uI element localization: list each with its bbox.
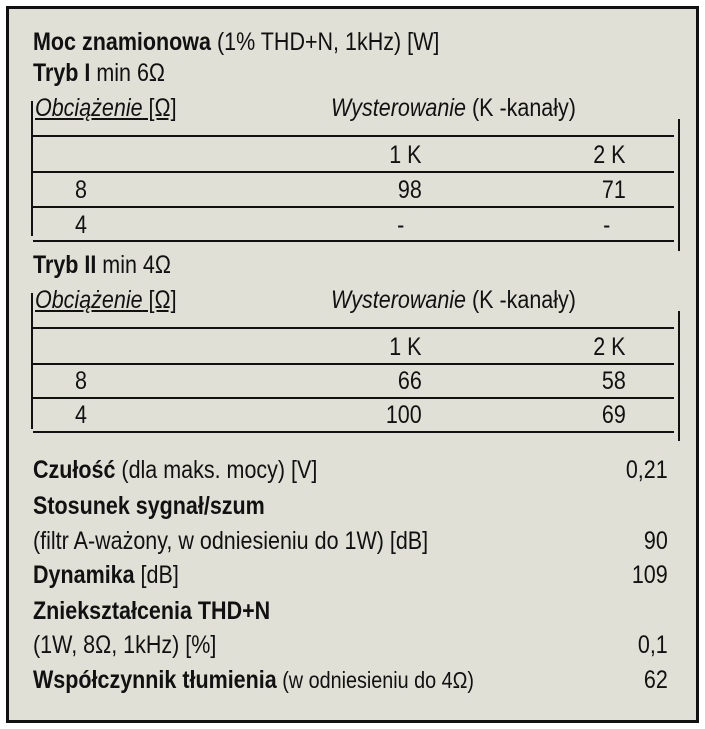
mode1-load-header-label: Obciążenie [35,94,143,122]
mode1-header-rule [33,135,674,137]
mode2-drive-header-unit: (K -kanały) [466,286,576,314]
mode2-row2-1k: 100 [386,401,422,429]
mode1-left-rule [31,101,33,236]
mode1-row1-1k: 98 [398,176,422,204]
mode2-left-rule [31,293,33,429]
mode2-row1-1k: 66 [398,367,422,395]
mode1-drive-header-label: Wysterowanie [331,94,467,122]
mode1-row1-load: 8 [75,176,87,204]
damping-value: 62 [644,666,668,694]
mode1-row2-2k: - [602,211,610,239]
mode1-label: Tryb I [33,59,91,87]
mode1-bottom-rule [33,240,674,242]
mode1-subheader-rule [33,171,674,173]
mode1-title [33,58,186,88]
mode1-right-rule [678,119,680,251]
mode1-col-1k: 1 K [389,141,422,169]
mode2-col-1k: 1 K [389,333,422,361]
mode2-row1-2k: 58 [602,367,626,395]
mode2-right-rule [678,311,680,441]
mode1-row2-1k: - [396,211,404,239]
mode1-col-2k: 2 K [593,141,626,169]
thd-value: 0,1 [638,631,668,659]
mode1-row2-load: 4 [75,211,87,239]
mode1-load-header-unit: [Ω] [142,94,177,122]
dynamics-label: Dynamika [dB] [33,561,179,589]
mode1-row1-rule [33,206,674,208]
mode2-row1-load: 8 [75,367,87,395]
mode1-drive-header [331,93,616,123]
snr-label: Stosunek sygnał/szum [33,492,265,520]
snr-value: 90 [644,527,668,555]
mode2-row2-2k: 69 [602,401,626,429]
mode2-row2-load: 4 [75,401,87,429]
mode2-col-2k: 2 K [593,333,626,361]
mode2-bottom-rule [33,431,674,433]
mode1-load-header [35,93,200,123]
mode2-drive-header-label: Wysterowanie [331,286,467,314]
rated-power-label: Moc znamionowa [33,28,211,56]
damping-label: Współczynnik tłumienia (w odniesieniu do 4Ω) [33,666,475,694]
specification-card [6,6,699,723]
mode2-header-rule [33,327,674,329]
mode1-min-load: min 6Ω [90,59,165,87]
dynamics-value: 109 [632,561,668,589]
mode2-row1-rule [33,397,674,399]
mode2-load-header-unit: [Ω] [142,286,177,314]
mode2-load-header [35,285,200,315]
mode2-load-header-label: Obciążenie [35,286,143,314]
thd-label: Zniekształcenia THD+N [33,597,271,625]
mode2-subheader-rule [33,363,674,365]
thd-detail: (1W, 8Ω, 1kHz) [%] [33,631,217,659]
sensitivity-label: Czułość (dla maks. mocy) [V] [33,456,318,484]
mode2-title [33,250,193,280]
rated-power-conditions: (1% THD+N, 1kHz) [W] [210,28,440,56]
rated-power-title [33,27,506,57]
mode2-label: Tryb II [33,251,97,279]
mode1-row1-2k: 71 [602,176,626,204]
mode1-drive-header-unit: (K -kanały) [466,94,576,122]
snr-detail: (filtr A-ważony, w odniesieniu do 1W) [dB] [33,527,429,555]
sensitivity-value: 0,21 [626,456,668,484]
mode2-drive-header [331,285,616,315]
mode2-min-load: min 4Ω [96,251,171,279]
